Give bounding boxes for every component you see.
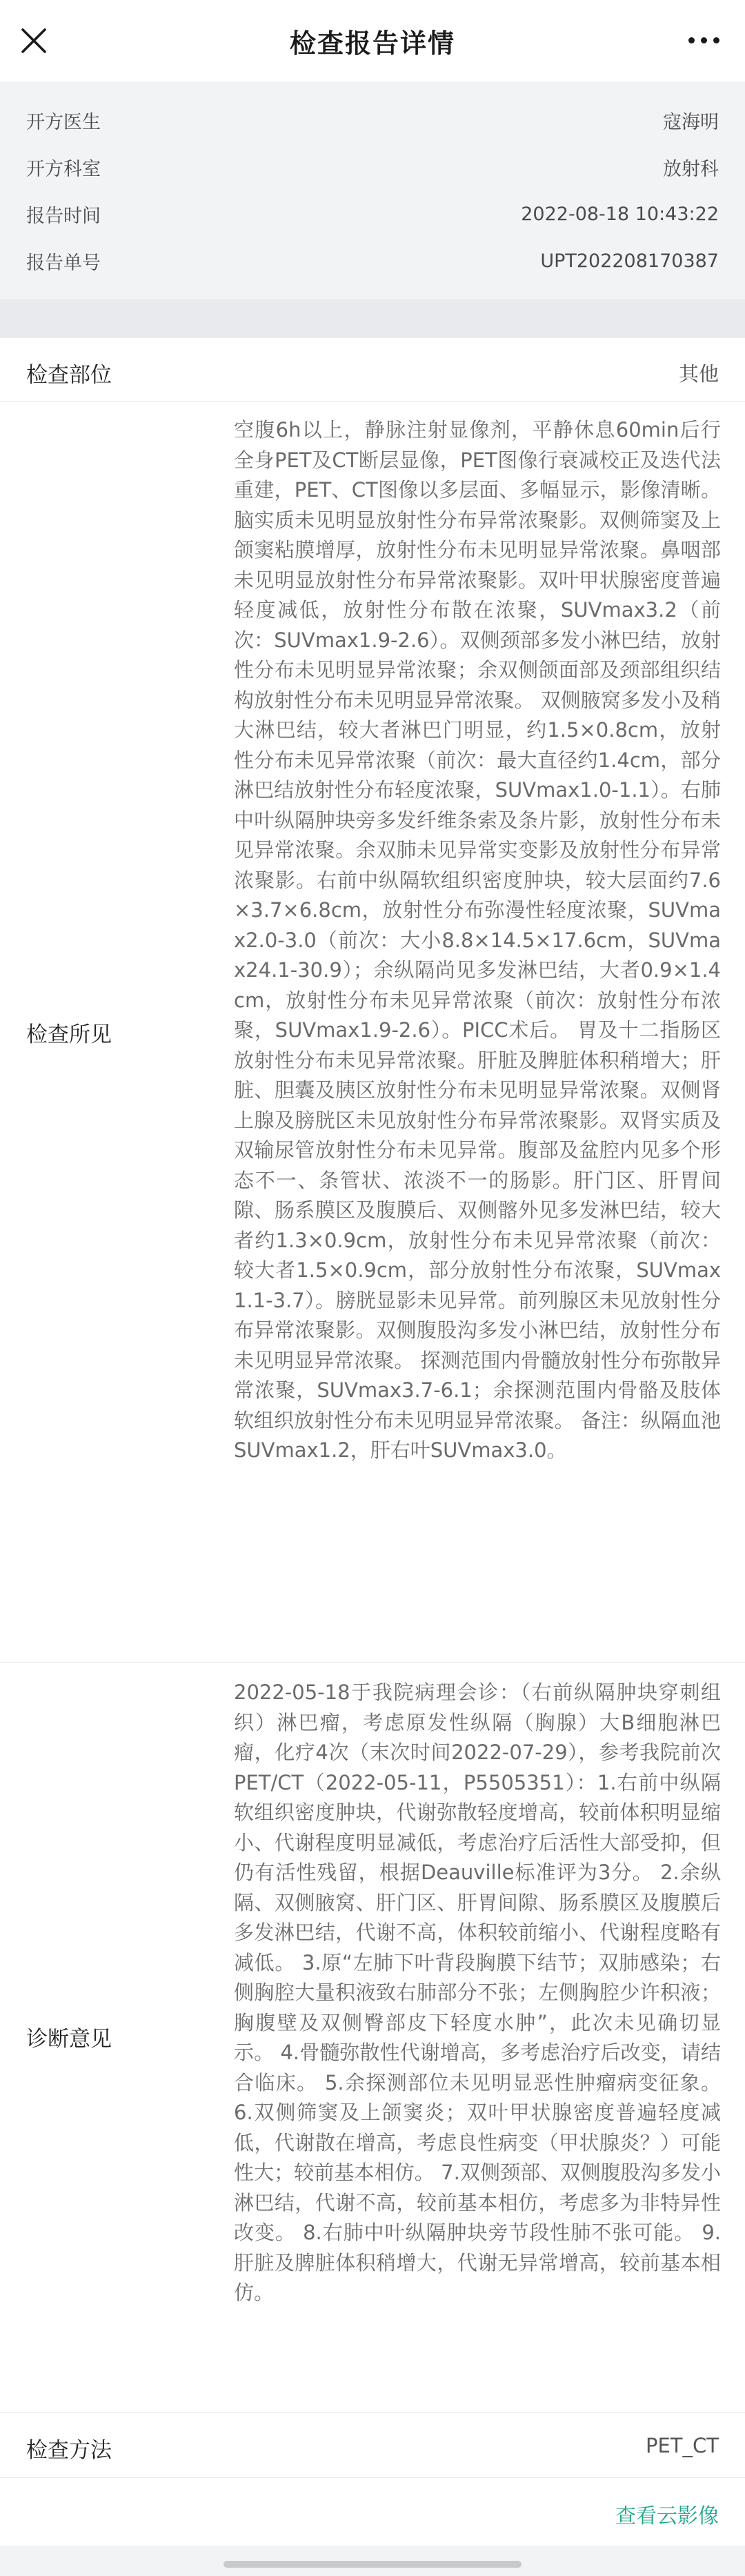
navigation-bar — [0, 0, 745, 81]
meta-row-department — [0, 143, 745, 190]
meta-label: 报告时间 — [26, 205, 101, 227]
close-icon[interactable] — [15, 22, 52, 59]
meta-row-report-time — [0, 190, 745, 237]
meta-label: 开方医生 — [26, 111, 101, 133]
method-row — [0, 2413, 745, 2478]
cloud-image-row — [0, 2478, 745, 2546]
method-label: 检查方法 — [26, 2438, 112, 2463]
report-meta-section — [0, 81, 745, 299]
home-indicator — [223, 2561, 522, 2568]
diagnosis-label: 诊断意见 — [26, 2027, 112, 2052]
exam-site-label: 检查部位 — [26, 363, 112, 388]
section-divider — [0, 299, 745, 338]
diagnosis-text: 2022-05-18于我院病理会诊：（右前纵隔肿块穿刺组织）淋巴瘤，考虑原发性纵隔（胸腺）大B细胞淋巴瘤，化疗4次（末次时间2022-07-29），参考我院前次PET/CT（2022-05-11，P5505351）：1.右前中纵隔软组织密度肿块，代谢弥散轻度增高，较前体积明显缩小、代谢程度明显减低，考虑治疗后活性大部受抑，但仍有活性残留，根据Deauville标准评为3分。 2.余纵隔、双侧腋窝、肝门区、肝胃间隙、肠系膜区及腹膜后多发淋巴结，代谢不高，体积较前缩小、代谢程度略有减低。 3.原“左肺下叶背段胸膜下结节；双肺感染；右侧胸腔大量积液致右肺部分不张；左侧胸腔少许积液；胸腹壁及双侧臀部皮下轻度水肿”，此次未见确切显示。 4.骨髓弥散性代谢增高，多考虑治疗后改变，请结合临床。 5.余探测部位未见明显恶性肿瘤病变征象。 6.双侧筛窦及上颌窦炎；双叶甲状腺密度普遍轻度减低，代谢散在增高，考虑良性病变（甲状腺炎？）可能性大；较前基本相仿。 7.双侧颈部、双侧腹股沟多发小淋巴结，代谢不高，较前基本相仿，考虑多为非特异性改变。 8.右肺中叶纵隔肿块旁节段性肺不张可能。 9.肝脏及脾脏体积稍增大，代谢无异常增高，较前基本相仿。 — [234, 1681, 721, 2304]
view-cloud-image-link[interactable]: 查看云影像 — [615, 2504, 719, 2528]
meta-value: 2022-08-18 10:43:22 — [521, 203, 719, 225]
meta-label: 报告单号 — [26, 252, 101, 274]
meta-value: UPT202208170387 — [540, 250, 719, 272]
findings-label: 检查所见 — [26, 1022, 112, 1047]
more-dots-icon[interactable] — [683, 26, 724, 54]
meta-row-doctor — [0, 97, 745, 143]
method-value: PET_CT — [646, 2434, 719, 2457]
meta-row-report-number — [0, 237, 745, 284]
meta-label: 开方科室 — [26, 158, 101, 180]
exam-site-row — [0, 338, 745, 402]
findings-row — [0, 402, 745, 1663]
findings-text: 空腹6h以上，静脉注射显像剂，平静休息60min后行全身PET及CT断层显像，PET图像行衰减校正及迭代法重建，PET、CT图像以多层面、多幅显示，影像清晰。 脑实质未见明显放射性分布异常浓聚影。双侧筛窦及上颌窦粘膜增厚，放射性分布未见明显异常浓聚。鼻咽部未见明显放射性分布异常浓聚影。双叶甲状腺密度普遍轻度减低，放射性分布散在浓聚，SUVmax3.2（前次：SUVmax1.9-2.6）。双侧颈部多发小淋巴结，放射性分布未见明显异常浓聚；余双侧颌面部及颈部组织结构放射性分布未见明显异常浓聚。 双侧腋窝多发小及稍大淋巴结，较大者淋巴门明显，约1.5×0.8cm，放射性分布未见异常浓聚（前次：最大直径约1.4cm，部分淋巴结放射性分布轻度浓聚，SUVmax1.0-1.1）。右肺中叶纵隔肿块旁多发纤维条索及条片影，放射性分布未见异常浓聚。余双肺未见异常实变影及放射性分布异常浓聚影。右前中纵隔软组织密度肿块，较大层面约7.6×3.7×6.8cm，放射性分布弥漫性轻度浓聚，SUVmax2.0-3.0（前次：大小8.8×14.5×17.6cm，SUVmax24.1-30.9）；余纵隔尚见多发淋巴结，大者0.9×1.4cm，放射性分布未见异常浓聚（前次：放射性分布浓聚，SUVmax1.9-2.6）。PICC术后。 胃及十二指肠区放射性分布未见异常浓聚。肝脏及脾脏体积稍增大；肝脏、胆囊及胰区放射性分布未见明显异常浓聚。双侧肾上腺及膀胱区未见放射性分布异常浓聚影。双肾实质及双输尿管放射性分布未见异常。腹部及盆腔内见多个形态不一、条管状、浓淡不一的肠影。肝门区、肝胃间隙、肠系膜区及腹膜后、双侧髂外见多发淋巴结，较大者约1.3×0.9cm，放射性分布未见异常浓聚（前次：较大者1.5×0.9cm，部分放射性分布浓聚，SUVmax1.1-3.7）。膀胱显影未见异常。前列腺区未见放射性分布异常浓聚影。双侧腹股沟多发小淋巴结，放射性分布未见明显异常浓聚。 探测范围内骨髓放射性分布弥散异常浓聚，SUVmax3.7-6.1；余探测范围内骨骼及肢体软组织放射性分布未见明显异常浓聚。 备注：纵隔血池SUVmax1.2，肝右叶SUVmax3.0。 — [234, 418, 721, 1462]
meta-value: 寇海明 — [663, 111, 719, 133]
page-title: 检查报告详情 — [289, 28, 455, 59]
exam-site-value: 其他 — [678, 362, 719, 386]
meta-value: 放射科 — [663, 158, 719, 180]
diagnosis-row — [0, 1663, 745, 2413]
